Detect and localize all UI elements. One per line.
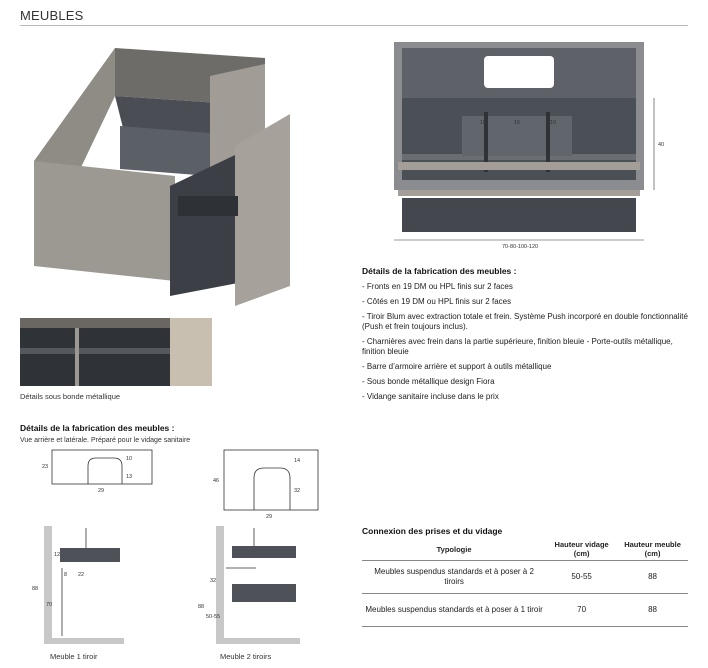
cabinet-photo <box>20 36 312 306</box>
side-view-2-drawers-diagram <box>196 524 306 648</box>
dim-center: 15 <box>514 120 521 126</box>
col-header: Hauteur vidage (cm) <box>554 540 609 558</box>
list-item: - Vidange sanitaire incluse dans le prix <box>362 392 499 401</box>
photo-caption: Détails sous bonde métallique <box>20 392 121 401</box>
dim: 50-55 <box>206 614 221 620</box>
connexion-title: Connexion des prises et du vidage <box>362 526 503 536</box>
details-list <box>362 282 688 402</box>
details-left-title: Détails de la fabrication des meubles : <box>20 423 175 433</box>
cell-vidage: 50-55 <box>546 561 617 594</box>
dim: 12 <box>54 552 61 558</box>
front-view-diagram <box>384 42 674 254</box>
dim-right: 10 <box>550 120 557 126</box>
dim: 14 <box>294 458 301 464</box>
list-item: - Charnières avec frein dans la partie supérieure, finition bleuie - Porte-outils métallique, finition bleuie <box>362 337 673 356</box>
side-1-label: Meuble 1 tiroir <box>50 652 98 661</box>
list-item: - Barre d’armoire arrière et support à outils métallique <box>362 362 552 371</box>
rear-view-small-diagram <box>38 448 168 498</box>
table-row <box>362 561 688 594</box>
table-row <box>362 594 688 627</box>
dim: 32 <box>294 488 301 494</box>
col-header: Typologie <box>436 544 472 554</box>
cell-vidage: 70 <box>546 594 617 627</box>
list-item: - Fronts en 19 DM ou HPL finis sur 2 faces <box>362 282 513 291</box>
page-title: MEUBLES <box>20 8 84 23</box>
dim: 32 <box>210 578 217 584</box>
list-item: - Tiroir Blum avec extraction totale et frein. Système Push incorporé en double fonctionnalité (Push et frein toujours inclus). <box>362 312 688 331</box>
details-right-title: Détails de la fabrication des meubles : <box>362 266 517 276</box>
details-right-section <box>362 266 688 407</box>
rear-view-large-diagram <box>210 448 330 522</box>
col-header: Hauteur meuble (cm) <box>624 540 681 558</box>
dim: 23 <box>42 464 49 470</box>
cell-typologie: Meubles suspendus standards et à poser à 1 tiroir <box>362 594 546 627</box>
cell-meuble: 88 <box>617 594 688 627</box>
dim: 13 <box>126 474 133 480</box>
dim: 8 <box>64 572 68 578</box>
dim: 70 <box>46 602 53 608</box>
side-2-label: Meuble 2 tiroirs <box>220 652 272 661</box>
table-header-row <box>362 538 688 561</box>
dim: 29 <box>98 488 105 494</box>
dim-height: 40 <box>658 142 665 148</box>
header-divider <box>20 25 688 26</box>
dim: 22 <box>78 572 85 578</box>
dim: 29 <box>266 514 273 520</box>
details-left-subtitle: Vue arrière et latérale. Préparé pour le vidage sanitaire <box>20 437 191 444</box>
dim: 46 <box>213 478 220 484</box>
dim: 88 <box>32 586 39 592</box>
dim-left: 10 <box>480 120 487 126</box>
side-view-1-drawer-diagram <box>26 524 132 648</box>
connexion-table <box>362 538 688 627</box>
dim-width: 70-80-100-120 <box>502 244 539 250</box>
detail-photo <box>20 318 212 386</box>
dim: 10 <box>126 456 133 462</box>
cell-meuble: 88 <box>617 561 688 594</box>
list-item: - Côtés en 19 DM ou HPL finis sur 2 faces <box>362 297 512 306</box>
cell-typologie: Meubles suspendus standards et à poser à 2 tiroirs <box>362 561 546 594</box>
dim: 88 <box>198 604 205 610</box>
list-item: - Sous bonde métallique design Fiora <box>362 377 495 386</box>
